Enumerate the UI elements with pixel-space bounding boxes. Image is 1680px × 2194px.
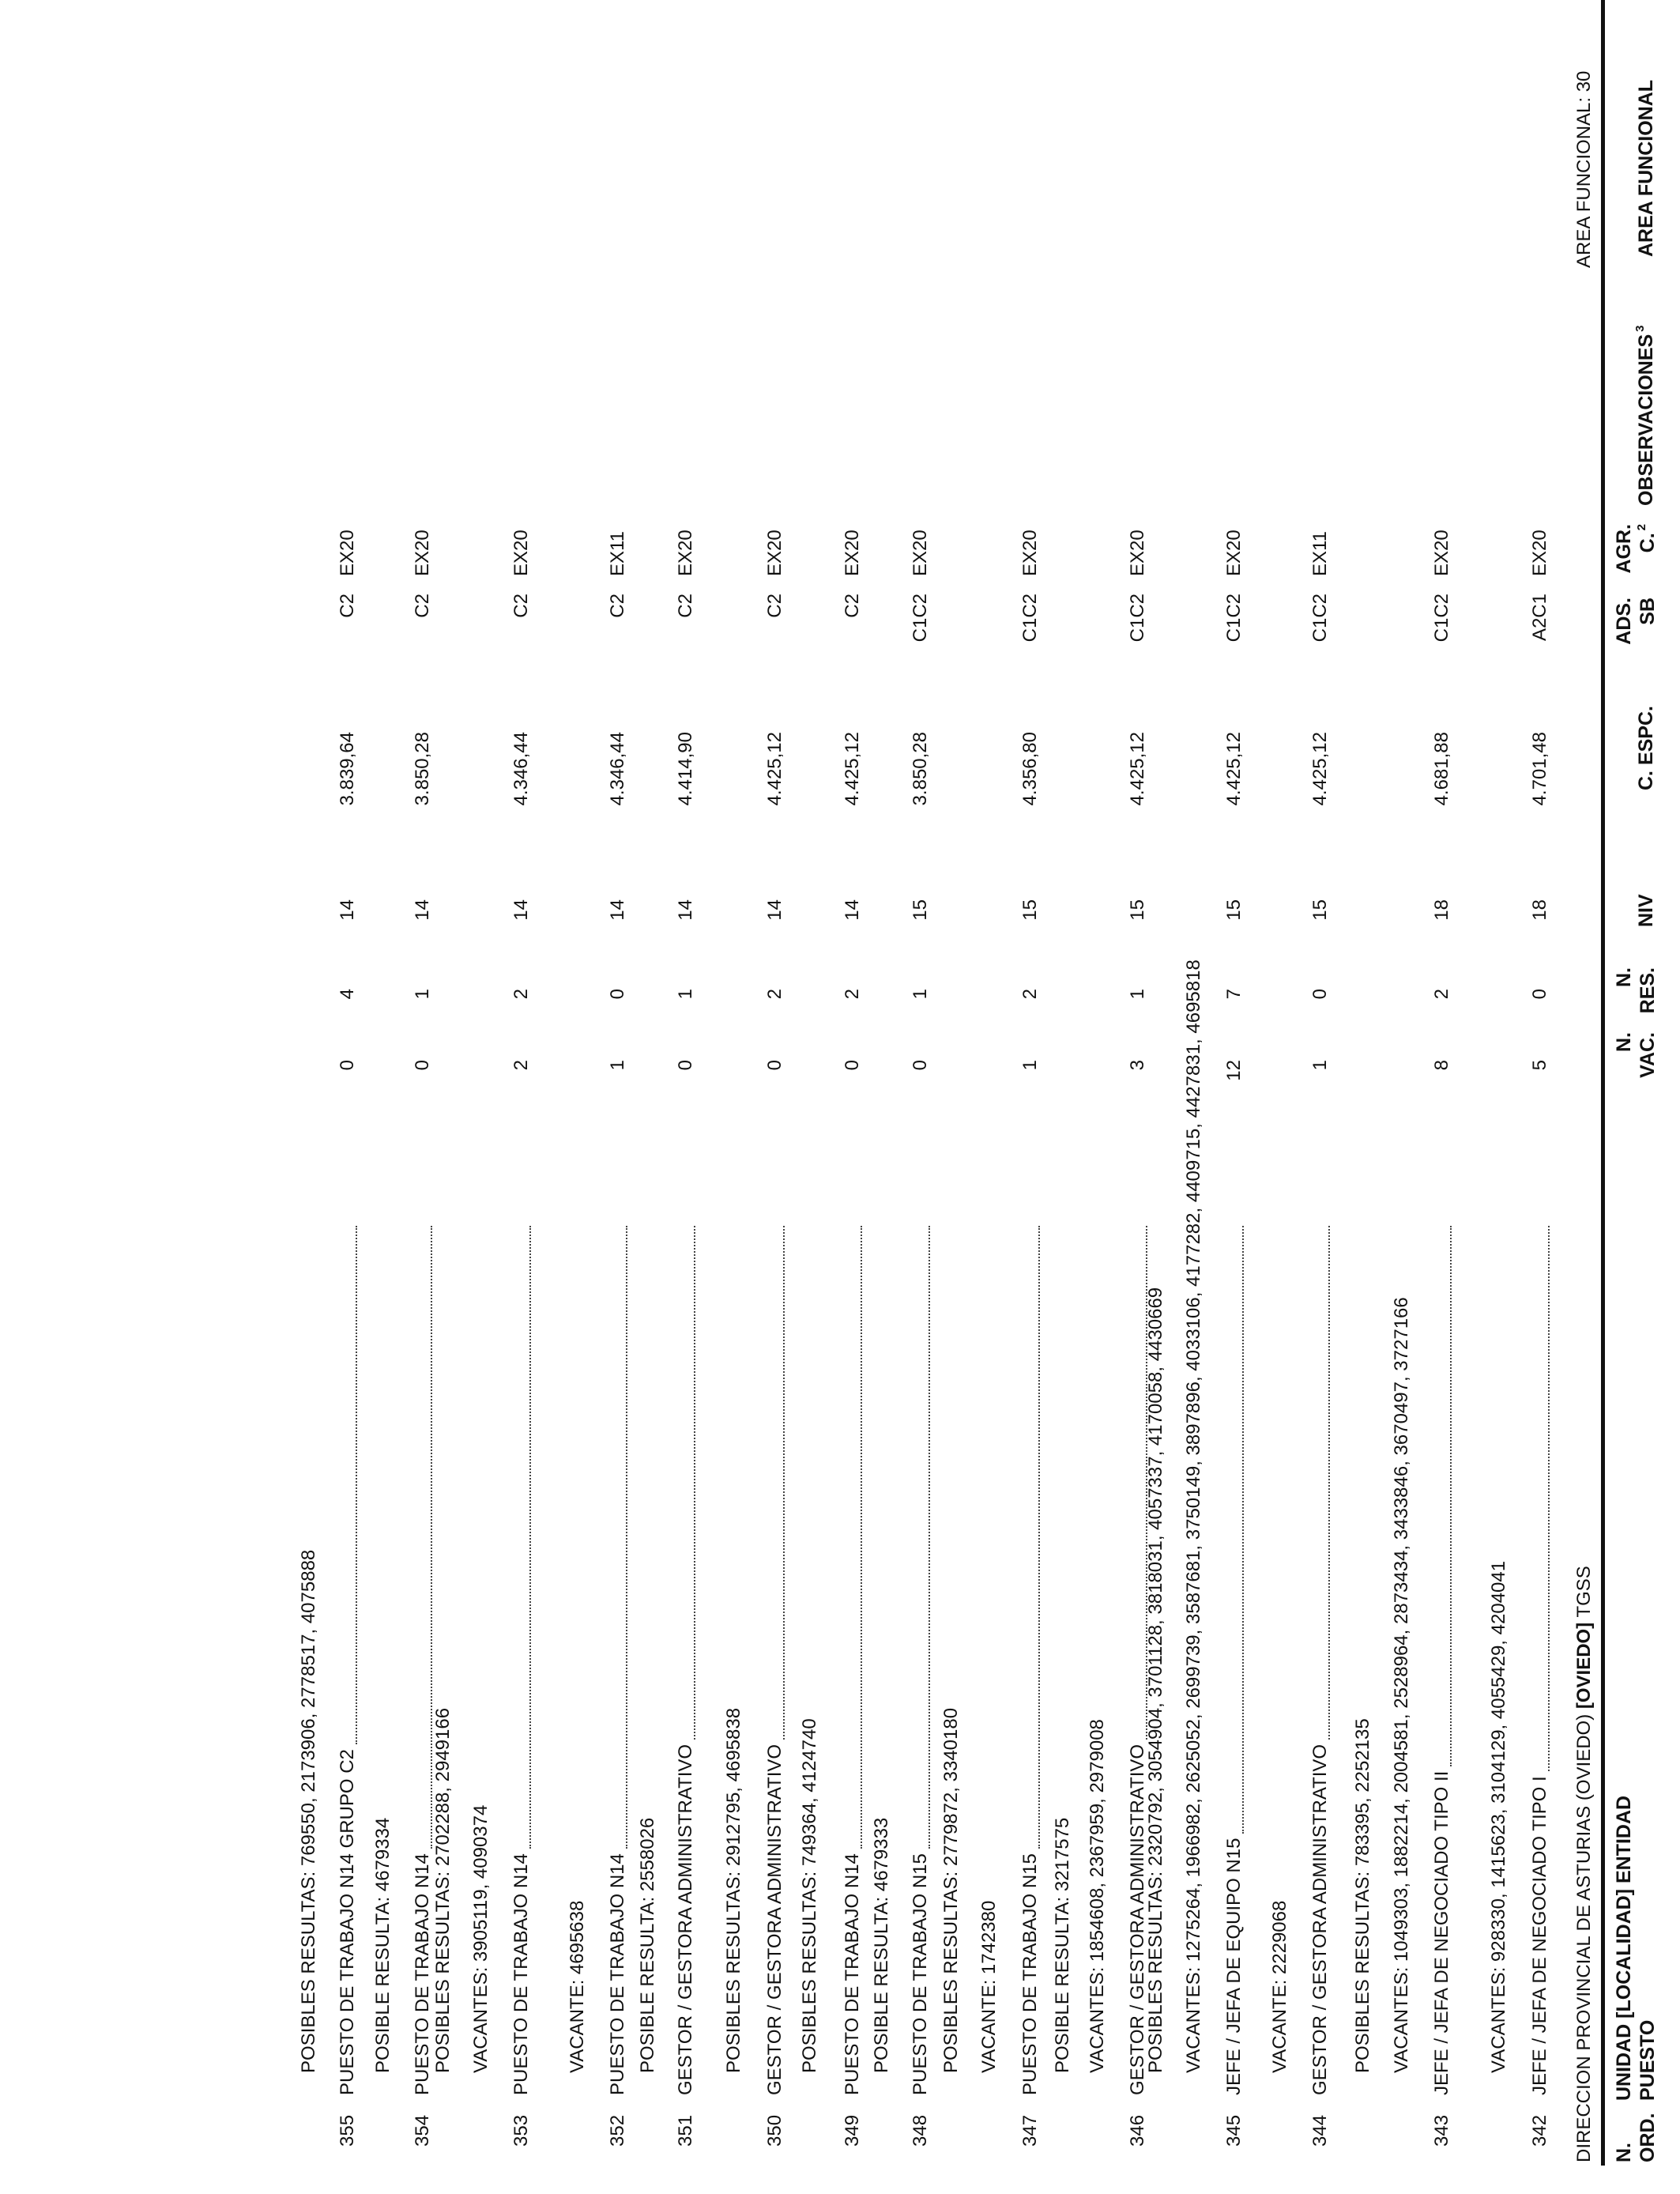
adscripcion-subgrupo: C2 — [764, 594, 785, 618]
agrupacion-cuerpo: EX11 — [607, 531, 628, 576]
vacantes-list: VACANTES: 3905119, 4090374 — [470, 1804, 492, 2073]
vacantes-list: VACANTES: 1854608, 2367959, 2979008 — [1087, 1719, 1108, 2073]
adscripcion-subgrupo: C1C2 — [1019, 594, 1041, 643]
header-n-vac-line1: N. — [1613, 1032, 1635, 1052]
complemento-especifico: 4.425,12 — [1223, 732, 1245, 806]
header-n-ord-line1: N. — [1613, 2143, 1635, 2162]
reservas-count: 1 — [1127, 989, 1148, 1000]
leader-dots — [1450, 1226, 1452, 1766]
adscripcion-subgrupo: C2 — [842, 594, 863, 618]
reservas-count: 2 — [1431, 989, 1452, 1000]
vacantes-list: VACANTE: 2229068 — [1269, 1900, 1290, 2073]
leader-dots — [356, 1226, 357, 1744]
complemento-especifico: 4.346,44 — [607, 732, 628, 806]
section-locality: [OVIEDO] — [1573, 1622, 1595, 1710]
vacantes-count: 0 — [910, 1060, 931, 1071]
nivel-value: 15 — [1019, 899, 1041, 921]
adscripcion-subgrupo: C1C2 — [1223, 594, 1245, 643]
complemento-especifico: 4.356,80 — [1019, 732, 1041, 806]
header-observaciones-footnote: 3 — [1633, 325, 1647, 332]
position-number: 354 — [412, 2114, 433, 2147]
nivel-value: 14 — [764, 899, 785, 921]
agrupacion-cuerpo: EX11 — [1309, 531, 1331, 576]
vacantes-count: 12 — [1223, 1060, 1245, 1081]
position-title: PUESTO DE TRABAJO N14 GRUPO C2 — [337, 1749, 358, 2095]
header-agr-footnote: 2 — [1635, 524, 1648, 531]
leader-dots — [929, 1226, 930, 1849]
agrupacion-cuerpo: EX20 — [412, 530, 433, 576]
section-name: DIRECCION PROVINCIAL DE ASTURIAS (OVIEDO) — [1573, 1709, 1595, 2162]
vacantes-count: 3 — [1127, 1060, 1148, 1071]
position-title: GESTOR / GESTORA ADMINISTRATIVO — [675, 1744, 696, 2095]
leader-dots — [783, 1226, 785, 1740]
vacantes-count: 8 — [1431, 1060, 1452, 1071]
nivel-value: 15 — [1223, 899, 1245, 921]
nivel-value: 14 — [337, 899, 358, 921]
agrupacion-cuerpo: EX20 — [1127, 530, 1148, 576]
reservas-count: 0 — [1529, 989, 1550, 1000]
position-number: 350 — [764, 2114, 785, 2147]
resultas-list: POSIBLES RESULTAS: 783395, 2252135 — [1352, 1718, 1373, 2073]
header-agr-line2 — [1636, 524, 1663, 587]
header-niv: NIV — [1635, 894, 1657, 927]
leader-dots — [694, 1226, 695, 1740]
resultas-list: POSIBLES RESULTAS: 769550, 2173906, 2778517, 4075888 — [298, 1549, 319, 2073]
nivel-value: 15 — [1127, 899, 1148, 921]
reservas-count: 7 — [1223, 989, 1245, 1000]
agrupacion-cuerpo: EX20 — [842, 530, 863, 576]
complemento-especifico: 3.850,28 — [910, 732, 931, 806]
position-title: JEFE / JEFA DE NEGOCIADO TIPO II — [1431, 1770, 1452, 2095]
vacantes-count: 0 — [842, 1060, 863, 1071]
header-ads-line1: ADS. — [1613, 598, 1635, 645]
complemento-especifico: 4.414,90 — [675, 732, 696, 806]
reservas-count: 1 — [412, 989, 433, 1000]
header-observaciones-label: OBSERVACIONES — [1635, 334, 1657, 506]
header-agr-c — [1612, 524, 1663, 587]
agrupacion-cuerpo: EX20 — [1529, 530, 1550, 576]
reservas-count: 4 — [337, 989, 358, 1000]
reservas-count: 1 — [675, 989, 696, 1000]
header-area-funcional: AREA FUNCIONAL — [1635, 79, 1657, 257]
vacantes-count: 0 — [764, 1060, 785, 1071]
complemento-especifico: 3.850,28 — [412, 732, 433, 806]
agrupacion-cuerpo: EX20 — [764, 530, 785, 576]
header-agr-c-label: C. — [1637, 533, 1659, 553]
adscripcion-subgrupo: C1C2 — [910, 594, 931, 643]
position-number: 342 — [1529, 2114, 1550, 2147]
adscripcion-subgrupo: C2 — [675, 594, 696, 618]
leader-dots — [626, 1226, 627, 1849]
vacantes-count: 1 — [607, 1060, 628, 1071]
position-number: 353 — [510, 2114, 532, 2147]
vacantes-count: 0 — [675, 1060, 696, 1071]
reservas-count: 2 — [842, 989, 863, 1000]
vacantes-count: 2 — [510, 1060, 532, 1071]
vacantes-count: 0 — [412, 1060, 433, 1071]
reservas-count: 2 — [764, 989, 785, 1000]
complemento-especifico: 4.346,44 — [510, 732, 532, 806]
complemento-especifico: 4.425,12 — [1127, 732, 1148, 806]
resultas-list: POSIBLES RESULTAS: 749364, 4124740 — [799, 1718, 820, 2073]
complemento-especifico: 4.425,12 — [1309, 732, 1331, 806]
section-entity: TGSS — [1573, 1566, 1595, 1623]
complemento-especifico: 4.425,12 — [842, 732, 863, 806]
position-title: PUESTO DE TRABAJO N15 — [1019, 1853, 1041, 2095]
position-title: GESTOR / GESTORA ADMINISTRATIVO — [1309, 1744, 1331, 2095]
vacantes-count: 0 — [337, 1060, 358, 1071]
nivel-value: 14 — [842, 899, 863, 921]
resultas-list: POSIBLE RESULTA: 2558026 — [637, 1817, 658, 2073]
position-number: 349 — [842, 2114, 863, 2147]
position-number: 346 — [1127, 2114, 1148, 2147]
vacantes-list: VACANTE: 1742380 — [978, 1900, 1000, 2073]
header-n-vac — [1612, 1032, 1659, 1095]
position-number: 352 — [607, 2114, 628, 2147]
position-title: GESTOR / GESTORA ADMINISTRATIVO — [1127, 1744, 1148, 2095]
nivel-value: 14 — [412, 899, 433, 921]
vacantes-list: VACANTE: 4695638 — [567, 1900, 588, 2073]
agrupacion-cuerpo: EX20 — [1223, 530, 1245, 576]
position-number: 344 — [1309, 2114, 1331, 2147]
reservas-count: 2 — [510, 989, 532, 1000]
leader-dots — [1548, 1226, 1550, 1771]
resultas-list: POSIBLE RESULTA: 3217575 — [1052, 1817, 1073, 2073]
adscripcion-subgrupo: A2C1 — [1529, 594, 1550, 642]
header-n-vac-line2: VAC. — [1637, 1032, 1659, 1078]
leader-dots — [861, 1226, 862, 1849]
position-title: PUESTO DE TRABAJO N14 — [607, 1853, 628, 2095]
header-unidad-line1: UNIDAD [LOCALIDAD] ENTIDAD — [1613, 1795, 1635, 2101]
vacantes-count: 1 — [1309, 1060, 1331, 1071]
header-unidad — [1612, 1796, 1659, 2101]
header-rule — [1601, 0, 1605, 2166]
agrupacion-cuerpo: EX20 — [675, 530, 696, 576]
header-n-ord — [1612, 2113, 1659, 2163]
leader-dots — [1328, 1226, 1330, 1740]
leader-dots — [529, 1226, 531, 1849]
reservas-count: 0 — [607, 989, 628, 1000]
nivel-value: 15 — [910, 899, 931, 921]
complemento-especifico: 4.681,88 — [1431, 732, 1452, 806]
header-n-res — [1612, 967, 1659, 1031]
position-number: 347 — [1019, 2114, 1041, 2147]
vacantes-count: 1 — [1019, 1060, 1041, 1071]
position-title: GESTOR / GESTORA ADMINISTRATIVO — [764, 1744, 785, 2095]
adscripcion-subgrupo: C1C2 — [1127, 594, 1148, 643]
section-area-funcional: AREA FUNCIONAL: 30 — [1573, 70, 1595, 268]
header-cespc: C. ESPC. — [1635, 706, 1657, 790]
header-unidad-line2: PUESTO — [1637, 2019, 1659, 2101]
nivel-value: 18 — [1529, 899, 1550, 921]
agrupacion-cuerpo: EX20 — [337, 530, 358, 576]
resultas-list: POSIBLES RESULTAS: 2912795, 4695838 — [723, 1707, 744, 2073]
agrupacion-cuerpo: EX20 — [1019, 530, 1041, 576]
reservas-count: 0 — [1309, 989, 1331, 1000]
resultas-list: POSIBLES RESULTAS: 2702288, 2949166 — [432, 1707, 454, 2073]
agrupacion-cuerpo: EX20 — [910, 530, 931, 576]
header-observaciones — [1634, 325, 1661, 506]
leader-dots — [1146, 1226, 1147, 1740]
adscripcion-subgrupo: C2 — [412, 594, 433, 618]
section-heading — [1573, 1566, 1596, 2162]
position-title: PUESTO DE TRABAJO N14 — [412, 1853, 433, 2095]
position-number: 355 — [337, 2114, 358, 2147]
position-number: 343 — [1431, 2114, 1452, 2147]
header-ads-line2: SB — [1637, 598, 1659, 625]
agrupacion-cuerpo: EX20 — [1431, 530, 1452, 576]
adscripcion-subgrupo: C2 — [510, 594, 532, 618]
adscripcion-subgrupo: C2 — [607, 594, 628, 618]
agrupacion-cuerpo: EX20 — [510, 530, 532, 576]
header-n-res-line2: RES. — [1637, 967, 1659, 1014]
vacantes-count: 5 — [1529, 1060, 1550, 1071]
resultas-list: POSIBLES RESULTAS: 2320792, 3054904, 3701128, 3818031, 4057337, 4170058, 4430669 — [1145, 1287, 1166, 2073]
vacantes-list: VACANTES: 1049303, 1882214, 2004581, 2528964, 2873434, 3433846, 3670497, 3727166 — [1391, 1297, 1412, 2073]
header-agr-line1: AGR. — [1613, 524, 1635, 574]
position-number: 351 — [675, 2114, 696, 2147]
position-number: 348 — [910, 2114, 931, 2147]
leader-dots — [1038, 1226, 1040, 1849]
header-n-res-line1: N. — [1613, 967, 1635, 987]
resultas-list: POSIBLE RESULTA: 4679333 — [871, 1817, 892, 2073]
nivel-value: 14 — [607, 899, 628, 921]
adscripcion-subgrupo: C1C2 — [1309, 594, 1331, 643]
leader-dots — [1242, 1226, 1244, 1834]
resultas-list: POSIBLES RESULTAS: 2779872, 3340180 — [940, 1707, 962, 2073]
complemento-especifico: 4.425,12 — [764, 732, 785, 806]
nivel-value: 15 — [1309, 899, 1331, 921]
position-title: PUESTO DE TRABAJO N15 — [910, 1853, 931, 2095]
vacantes-list: VACANTES: 1275264, 1966982, 2625052, 2699739, 3587681, 3750149, 3897896, 4033106, 4177282, 4409715, 4427831, 4695818 — [1183, 959, 1204, 2073]
nivel-value: 18 — [1431, 899, 1452, 921]
position-title: JEFE / JEFA DE NEGOCIADO TIPO I — [1529, 1776, 1550, 2095]
adscripcion-subgrupo: C1C2 — [1431, 594, 1452, 643]
leader-dots — [431, 1226, 432, 1849]
reservas-count: 1 — [910, 989, 931, 1000]
reservas-count: 2 — [1019, 989, 1041, 1000]
header-n-ord-line2: ORD. — [1637, 2113, 1659, 2162]
nivel-value: 14 — [510, 899, 532, 921]
header-ads-sb — [1612, 598, 1659, 661]
nivel-value: 14 — [675, 899, 696, 921]
vacantes-list: VACANTES: 928330, 1415623, 3104129, 4055429, 4204041 — [1488, 1560, 1509, 2073]
position-title: PUESTO DE TRABAJO N14 — [842, 1853, 863, 2095]
resultas-list: POSIBLE RESULTA: 4679334 — [372, 1817, 394, 2073]
complemento-especifico: 3.839,64 — [337, 732, 358, 806]
position-title: JEFE / JEFA DE EQUIPO N15 — [1223, 1838, 1245, 2095]
complemento-especifico: 4.701,48 — [1529, 732, 1550, 806]
adscripcion-subgrupo: C2 — [337, 594, 358, 618]
position-number: 345 — [1223, 2114, 1245, 2147]
position-title: PUESTO DE TRABAJO N14 — [510, 1853, 532, 2095]
